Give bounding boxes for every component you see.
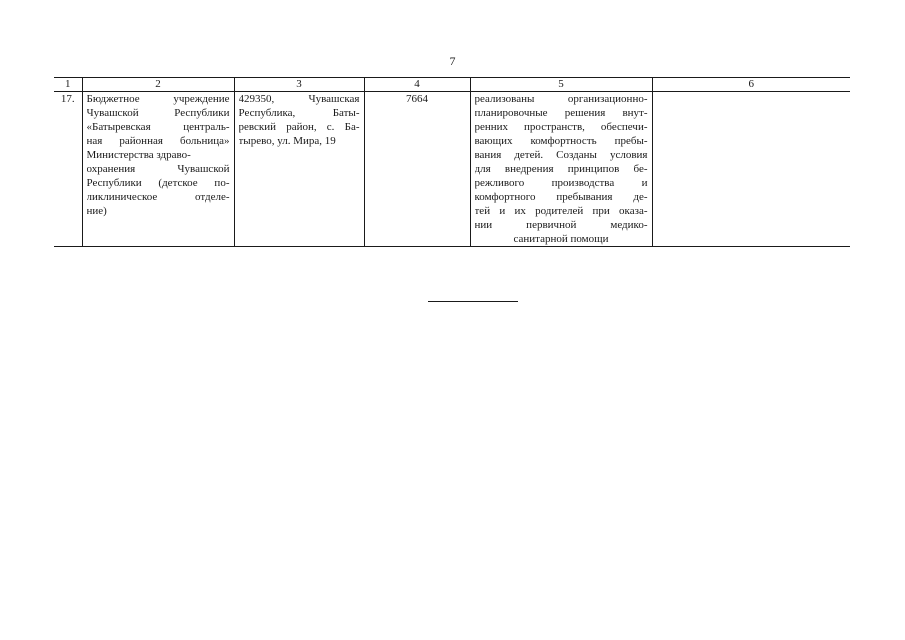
description-line: нии первичной медико-: [474, 219, 648, 231]
address-line: Республика, Баты-: [238, 107, 360, 119]
description-line: тей и их родителей при оказа-: [474, 205, 648, 217]
institution-line: Министерства здраво-: [86, 149, 191, 161]
institution-line: ние): [86, 205, 107, 217]
institution-line: Бюджетное учреждение: [86, 93, 230, 105]
address-line: 429350, Чувашская: [238, 93, 360, 105]
column-header: 1: [54, 78, 82, 92]
code-cell: 7664: [364, 92, 470, 247]
description-line: вания детей. Созданы условия: [474, 149, 648, 161]
description-cell: [470, 92, 652, 247]
row-number-cell: 17.: [54, 92, 82, 247]
address-line: ревский район, с. Ба-: [238, 121, 360, 133]
description-line: реализованы организационно-: [474, 93, 648, 105]
column-header: 6: [652, 78, 850, 92]
page-number: 7: [449, 54, 456, 68]
description-line: режливого производства и: [474, 177, 648, 189]
description-line: комфортного пребывания де-: [474, 191, 648, 203]
description-line: для внедрения принципов бе-: [474, 163, 648, 175]
column-header: 5: [470, 78, 652, 92]
column-6-cell: [652, 92, 850, 247]
institution-line: ликлиническое отделе-: [86, 191, 230, 203]
institution-line: Чувашской Республики: [86, 107, 230, 119]
description-line: санитарной помощи: [513, 233, 609, 245]
institution-line: «Батыревская централь-: [86, 121, 230, 133]
institution-line: охранения Чувашской: [86, 163, 230, 175]
description-line: планировочные решения внут-: [474, 107, 648, 119]
description-line: вающих комфортность пребы-: [474, 135, 648, 147]
institution-line: ная районная больница»: [86, 135, 230, 147]
column-header: 4: [364, 78, 470, 92]
table-header-row: [54, 78, 850, 92]
footer-divider: [428, 301, 518, 302]
address-cell: [234, 92, 364, 247]
institution-cell: [82, 92, 234, 247]
column-header: 3: [234, 78, 364, 92]
description-line: ренних пространств, обеспечи-: [474, 121, 648, 133]
data-table: [54, 77, 850, 247]
address-line: тырево, ул. Мира, 19: [238, 135, 336, 147]
table-row: [54, 92, 850, 247]
column-header: 2: [82, 78, 234, 92]
institution-line: Республики (детское по-: [86, 177, 230, 189]
